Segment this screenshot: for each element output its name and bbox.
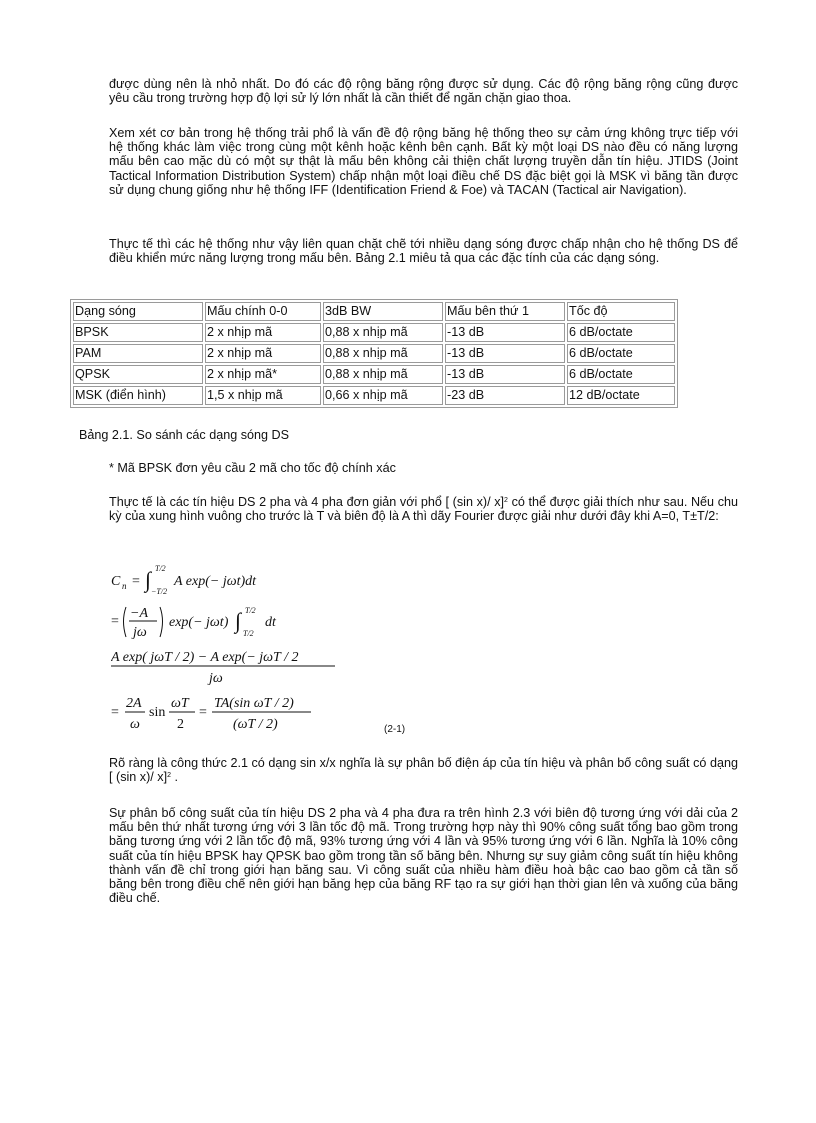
table-cell: 2 x nhịp mã	[205, 344, 321, 363]
paragraph-fourier	[109, 495, 738, 523]
table-cell: -13 dB	[445, 365, 565, 384]
fraction-denominator: (ωT / 2)	[233, 717, 278, 732]
formula-equals: =	[132, 574, 140, 589]
table-cell: 1,5 x nhịp mã	[205, 386, 321, 405]
paragraph-sinc	[109, 756, 738, 784]
formula-lower-limit: −T/2	[151, 587, 168, 596]
integral-sign: ∫	[235, 608, 242, 633]
table-cell: MSK (điển hình)	[73, 386, 203, 405]
table-header-cell: Tốc độ	[567, 302, 675, 321]
table-caption: Bảng 2.1. So sánh các dạng sóng DS	[79, 428, 290, 442]
table-cell: 2 x nhịp mã	[205, 323, 321, 342]
table-row	[73, 365, 675, 384]
table-cell: 0,66 x nhịp mã	[323, 386, 443, 405]
fraction-numerator: ωT	[171, 696, 189, 711]
table-cell: 6 dB/octate	[567, 365, 675, 384]
formula-upper-limit: T/2	[155, 564, 166, 573]
table-cell: -13 dB	[445, 344, 565, 363]
fraction-denominator: ω	[130, 717, 140, 732]
table-row	[73, 323, 675, 342]
paragraph-spread-spectrum: Xem xét cơ bản trong hệ thống trải phổ là vấn đề độ rộng băng hệ thống theo sự cảm ứng không trực tiếp với hệ thống khác làm việc trong cùng một kênh hoặc kênh bên cạnh. Bất kỳ một loại DS nào đều có năng lượng mấu bên cao mặc dù có một sự thật là mấu bên không cải thiện chất lượng truyền dẫn tín hiệu. JTIDS (Joint Tactical Information Distribution System) chấp nhận một loại điều chế DS đặc biệt gọi là MSK vì băng tần được sử dụng chung giống như hệ thống IFF (Identification Friend & Foe) và TACAN (Tactical air Navigation).	[109, 126, 738, 197]
formula-lower-limit: T/2	[243, 629, 254, 638]
equation-number: (2-1)	[384, 724, 406, 735]
table-header-cell: 3dB BW	[323, 302, 443, 321]
table-header-cell: Mấu bên thứ 1	[445, 302, 565, 321]
paragraph-fourier-text-a: Thực tế là các tín hiệu DS 2 pha và 4 pha đơn giản với phổ [ (sin x)/ x]	[109, 495, 505, 509]
formula-exp: exp(− jωt)	[169, 615, 229, 630]
formula-equals: =	[199, 705, 207, 720]
table-cell: 6 dB/octate	[567, 344, 675, 363]
formula-cn: C	[111, 574, 121, 589]
formula-sin: sin	[149, 705, 166, 720]
fraction-numerator: 2A	[126, 696, 142, 711]
paragraph-sinc-text-a: Rõ ràng là công thức 2.1 có dạng sin x/x nghĩa là sự phân bố điện áp của tín hiệu và phân bố công suất có dạng [ (sin x)/ x]	[109, 756, 738, 785]
paren-left	[124, 607, 127, 637]
table-cell: QPSK	[73, 365, 203, 384]
table-cell: 2 x nhịp mã*	[205, 365, 321, 384]
table-cell: 12 dB/octate	[567, 386, 675, 405]
fraction-numerator: −A	[130, 606, 148, 621]
formula-dt: dt	[265, 615, 276, 630]
paragraph-intro: được dùng nên là nhỏ nhất. Do đó các độ rộng băng rộng được sử dụng. Các độ rộng băng rộng cũng được yêu cầu trong trường hợp độ lợi sử lý lớn nhất là cần thiết để ngăn chặn giao thoa.	[109, 77, 738, 106]
table-cell: 6 dB/octate	[567, 323, 675, 342]
table-cell: 0,88 x nhịp mã	[323, 344, 443, 363]
superscript: 2	[167, 772, 171, 780]
formula-equals: =	[111, 705, 119, 720]
table-cell: BPSK	[73, 323, 203, 342]
fraction-numerator: TA(sin ωT / 2)	[214, 696, 294, 711]
table-cell: 0,88 x nhịp mã	[323, 365, 443, 384]
paragraph-fourier-text-b: có thể được giải thích như sau. Nếu chu kỳ của xung hình vuông cho trước là T và biên độ là A thì dãy Fourier được giải như dưới đây khi A=0, T±T/2:	[109, 495, 738, 524]
table-cell: -13 dB	[445, 323, 565, 342]
formula-upper-limit: T/2	[245, 606, 256, 615]
fraction-denominator: jω	[209, 671, 223, 686]
table-row	[73, 344, 675, 363]
table-header-cell: Mấu chính 0-0	[205, 302, 321, 321]
integral-sign: ∫	[145, 567, 152, 592]
formula-integrand: A exp(− jωt)dt	[174, 574, 257, 589]
table-footnote: * Mã BPSK đơn yêu cầu 2 mã cho tốc độ chính xác	[109, 461, 396, 475]
waveform-comparison-table	[70, 299, 678, 408]
table-cell: PAM	[73, 344, 203, 363]
fourier-formula	[111, 563, 351, 735]
formula-cn-sub: n	[122, 581, 127, 591]
table-row	[73, 386, 675, 405]
superscript: 2	[504, 497, 508, 504]
fraction-denominator: 2	[177, 717, 184, 732]
paragraph-power-distribution: Sự phân bố công suất của tín hiệu DS 2 pha và 4 pha đưa ra trên hình 2.3 với biên độ tương ứng với dải của 2 mấu bên thứ nhất tương ứng với 3 lần tốc độ mã. Trong trường hợp này thì 90% công suất tổng bao gồm trong băng tương ứng với 2 lần tốc độ mã, 93% tương ứng với 4 lần và 95% tương ứng với 6 lần. Nghĩa là 10% công suất của tín hiệu BPSK hay QPSK bao gồm trong tần số băng bên. Nhưng sự suy giảm công suất tín hiệu không thành vấn đề chỉ trong giới hạn băng sau. Vì công suất của nhiều hàm điều hoà bậc cao bao gồm cả tần số băng bên trong điều chế nên giới hạn băng hẹp của băng RF tạo ra sự giới hạn thời gian lên và xuống của băng điều chế.	[109, 806, 738, 906]
table-header-row	[73, 302, 675, 321]
formula-equals: =	[111, 614, 119, 629]
paragraph-sinc-text-b: .	[170, 770, 178, 785]
paragraph-waveforms: Thực tế thì các hệ thống như vậy liên quan chặt chẽ tới nhiều dạng sóng được chấp nhận cho hệ thống DS để điều khiển mức năng lượng trong mấu bên. Bảng 2.1 miêu tả qua các đặc tính của các dạng sóng.	[109, 237, 738, 266]
paren-right	[160, 607, 163, 637]
table-cell: -23 dB	[445, 386, 565, 405]
fraction-denominator: jω	[133, 625, 147, 640]
table-header-cell: Dạng sóng	[73, 302, 203, 321]
fraction-numerator: A exp( jωT / 2) − A exp(− jωT / 2	[111, 650, 299, 665]
table-cell: 0,88 x nhịp mã	[323, 323, 443, 342]
